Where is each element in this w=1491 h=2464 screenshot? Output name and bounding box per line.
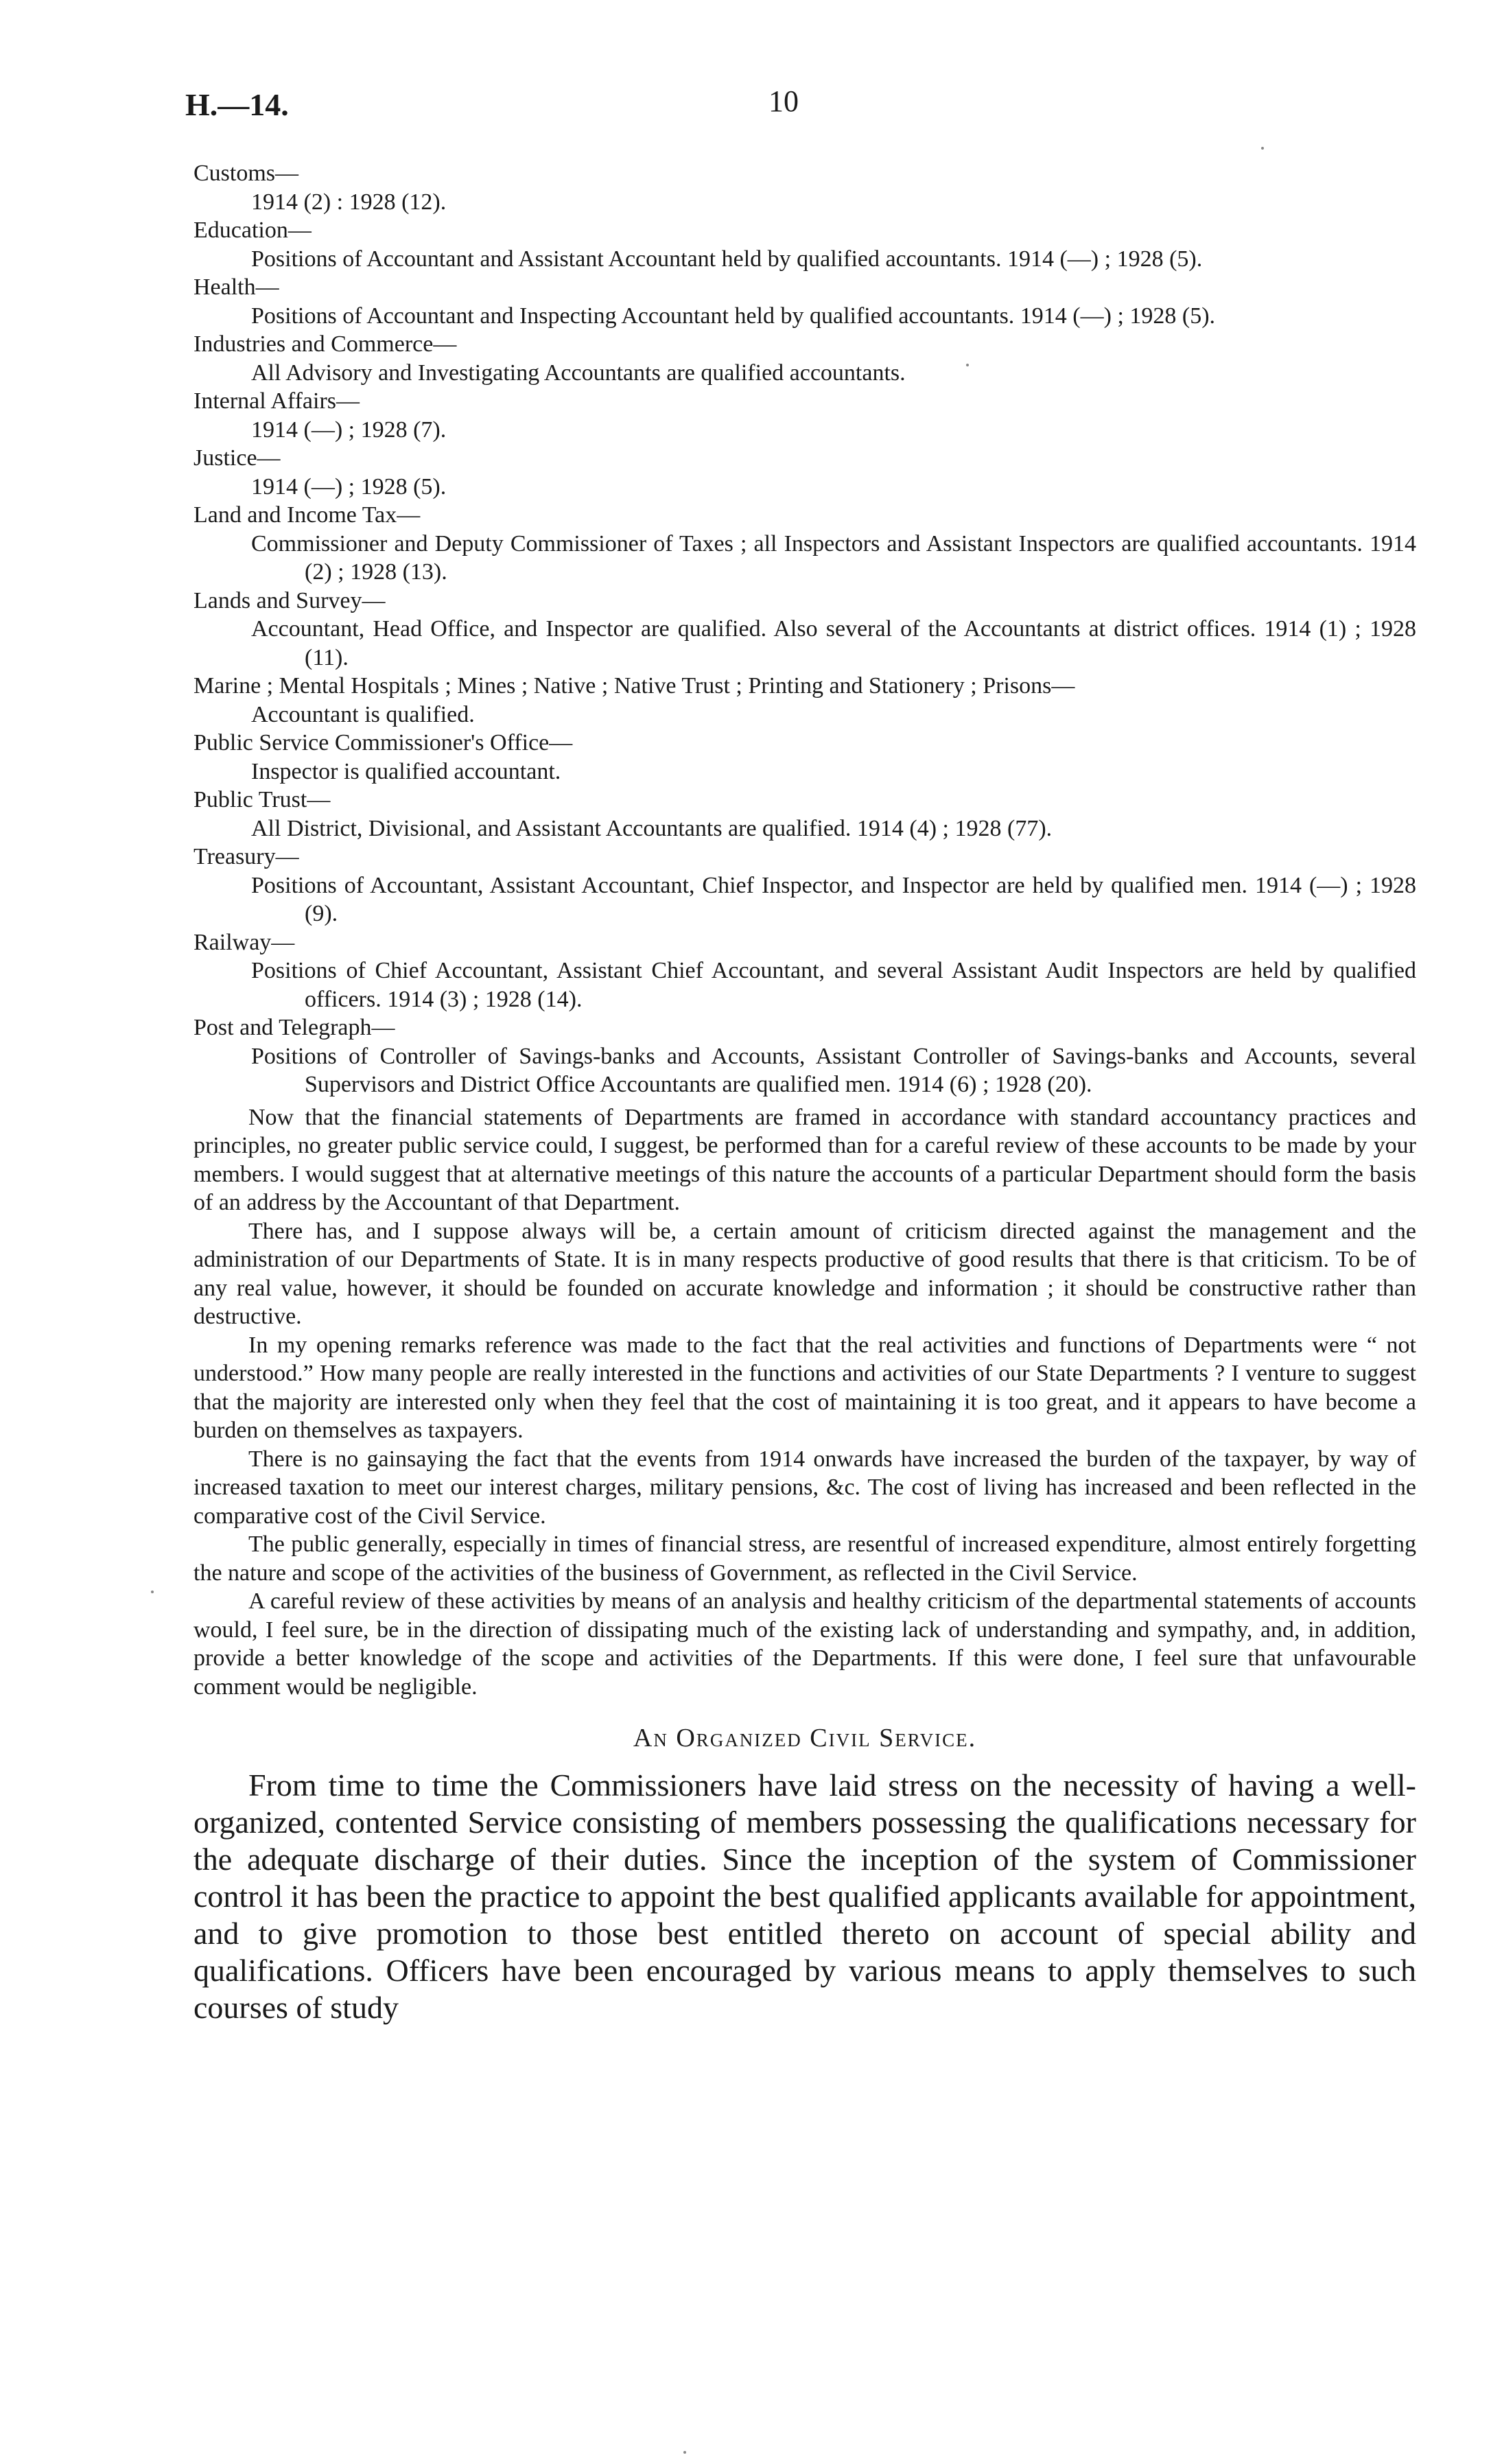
department-list [193,159,1416,1099]
entry-text: All Advisory and Investigating Accountants are qualified accountants. [251,360,906,386]
entry-name: Internal Affairs— [193,388,360,414]
document-code: H.—14. [185,87,289,122]
entry-text: 1914 (2) : 1928 (12). [251,189,447,215]
body-paragraphs [193,1103,1416,1702]
entry-text: Positions of Accountant and Assistant Accountant held by qualified accountants. 1914 (—) ; 1928 (5). [251,246,1203,272]
closing-paragraph: From time to time the Commissioners have laid stress on the necessity of having a well-organized, contented Service consisting of members possessing the qualifications necessary for the adequate discharge of their duties. Since the inception of the system of Commissioner control it has been the practice to appoint the best qualified applicants available for appointment, and to give promotion to those best entitled thereto on account of special ability and qualifications. Officers have been encouraged by various means to apply themselves to such courses of study [193,1768,1416,2025]
entry-text: Inspector is qualified accountant. [251,758,561,784]
entry-text: All District, Divisional, and Assistant Accountants are qualified. 1914 (4) ; 1928 (77). [251,815,1053,841]
page-content [193,159,1416,2026]
scan-speck [151,1591,154,1593]
entry-name: Treasury— [193,844,299,869]
paragraph: Now that the financial statements of Departments are framed in accordance with standard accountancy practices and principles, no greater public service could, I suggest, be performed than for a careful review of these accounts to be made by your members. I would suggest that at alternative meetings of this nature the accounts of a particular Department should form the basis of an address by the Accountant of that Department. [193,1104,1416,1215]
entry-name: Public Service Commissioner's Office— [193,730,573,755]
entry-text: Positions of Controller of Savings-banks and Accounts, Assistant Controller of Savings-banks and Accounts, several Supervisors and District Office Accountants are qualified men. 1914 (6) ; 1928 (20). [251,1043,1416,1097]
entry-name: Railway— [193,929,295,955]
entry-text: Positions of Accountant, Assistant Accountant, Chief Inspector, and Inspector are held by qualified men. 1914 (—) ; 1928 (9). [251,872,1416,926]
entry-name: Public Trust— [193,787,331,812]
scan-speck [1261,147,1264,150]
entry-name: Post and Telegraph— [193,1015,395,1040]
entry-text: Positions of Accountant and Inspecting Accountant held by qualified accountants. 1914 (—) ; 1928 (5). [251,303,1216,329]
entry-text: Accountant, Head Office, and Inspector are qualified. Also several of the Accountants at district offices. 1914 (1) ; 1928 (11). [251,616,1416,670]
paragraph: In my opening remarks reference was made to the fact that the real activities and functions of Departments were “ not understood.” How many people are really interested in the functions and activities of our State Departments ? I venture to suggest that the majority are interested only when they feel that the cost of maintaining it is too great, and it appears to have become a burden on themselves as taxpayers. [193,1332,1416,1443]
entry-text: 1914 (—) ; 1928 (5). [251,473,447,500]
paragraph: A careful review of these activities by means of an analysis and healthy criticism of the departmental statements of accounts would, I feel sure, be in the direction of dissipating much of the existing lack of understanding and sympathy, and, in addition, provide a better knowledge of the scope and activities of the Departments. If this were done, I feel sure that unfavourable comment would be negligible. [193,1588,1416,1700]
entry-name: Customs— [193,161,299,186]
entry-name: Health— [193,274,279,300]
scan-speck [683,2451,686,2454]
paragraph: The public generally, especially in times of financial stress, are resentful of increased expenditure, almost entirely forgetting the nature and scope of the activities of the business of Government, as reflected in the Civil Service. [193,1532,1416,1586]
page-number: 10 [768,84,799,118]
section-heading-text: An Organized Civil Service. [633,1724,977,1752]
entry-name: Justice— [193,445,281,471]
entry-text: Commissioner and Deputy Commissioner of Taxes ; all Inspectors and Assistant Inspectors are qualified accountants. 1914 (2) ; 1928 (13). [251,530,1416,585]
entry-text: Positions of Chief Accountant, Assistant Chief Accountant, and several Assistant Audit Inspectors are held by qualified officers. 1914 (3) ; 1928 (14). [251,958,1416,1012]
paragraph: There is no gainsaying the fact that the events from 1914 onwards have increased the burden of the taxpayer, by way of increased taxation to meet our interest charges, military pensions, &c. The cost of living has increased and been reflected in the comparative cost of the Civil Service. [193,1446,1416,1529]
entry-text: Accountant is qualified. [251,701,475,727]
entry-name: Land and Income Tax— [193,502,421,528]
paragraph: There has, and I suppose always will be, a certain amount of criticism directed against the management and the administration of our Departments of State. It is in many respects productive of good results that there is that criticism. To be of any real value, however, it should be founded on accurate knowledge and information ; it should be constructive rather than destructive. [193,1218,1416,1329]
section-heading [193,1723,1416,1753]
scan-speck [966,364,969,366]
entry-name: Education— [193,218,312,243]
entry-name: Marine ; Mental Hospitals ; Mines ; Native ; Native Trust ; Printing and Stationery ; Prisons— [193,673,1075,699]
entry-name: Lands and Survey— [193,587,386,613]
entry-text: 1914 (—) ; 1928 (7). [251,416,447,443]
entry-name: Industries and Commerce— [193,331,457,357]
